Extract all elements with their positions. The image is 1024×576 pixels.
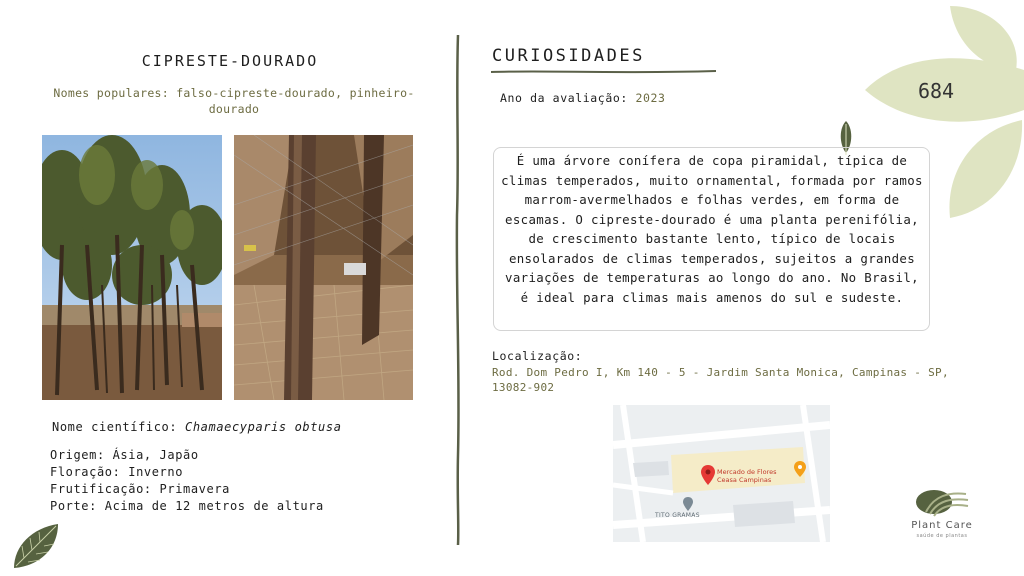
logo-name: Plant Care xyxy=(911,520,973,531)
plant-photo-trunk xyxy=(234,135,413,400)
map-pin-icon[interactable] xyxy=(701,465,715,485)
evaluation-year-label: Ano da avaliação: xyxy=(500,91,628,105)
page-number-badge: 684 xyxy=(917,79,955,103)
location-address: Rod. Dom Pedro I, Km 140 - 5 - Jardim Santa Monica, Campinas - SP, 13082-902 xyxy=(492,366,949,394)
fact-size: Porte: Acima de 12 metros de altura xyxy=(50,499,324,513)
column-divider xyxy=(452,35,464,545)
logo-tagline: saúde de plantas xyxy=(916,533,968,539)
scientific-name: Chamaecyparis obtusa xyxy=(185,420,342,434)
leaf-bottom-icon xyxy=(949,120,1022,218)
fact-fruiting: Frutificação: Primavera xyxy=(50,482,230,496)
leaf-bottom-left-icon xyxy=(10,522,62,570)
description-text: É uma árvore conífera de copa piramidal, típica de climas temperados, muito ornamental, formada por ramos marrom-avermelhados e folhas verdes, em forma de escamas. O cipreste-dourado é uma planta perenifólia, de crescimento bastante lento, típico de locais ensolarados de climas temperados, sujeitos a grandes variações de temperaturas ao longo do ano. No Brasil, é ideal para climas mais amenos do sul e sudeste. xyxy=(501,153,923,305)
evaluation-year-value: 2023 xyxy=(635,91,666,105)
fact-flowering: Floração: Inverno xyxy=(50,465,184,479)
scientific-name-label: Nome científico: xyxy=(52,420,178,434)
title-underline xyxy=(491,68,716,76)
map-place-line1: Mercado de Flores xyxy=(717,468,777,476)
plant-name-title: CIPRESTE-DOURADO xyxy=(141,52,319,70)
poi-pin-icon[interactable] xyxy=(794,461,806,477)
map-place-line2: Ceasa Campinas xyxy=(717,476,772,484)
plant-photo-trees xyxy=(42,135,222,400)
location-map[interactable] xyxy=(613,405,830,542)
evaluation-year xyxy=(500,91,666,105)
curiosities-title: CURIOSIDADES xyxy=(492,46,645,66)
fact-origin: Origem: Ásia, Japão xyxy=(50,448,199,462)
street-pin-icon xyxy=(683,497,693,511)
scientific-name-row xyxy=(52,420,342,434)
map-street-label: TITO GRAMAS xyxy=(655,512,700,519)
plant-care-logo xyxy=(914,486,970,520)
location-label: Localização: xyxy=(492,349,583,363)
popular-names: Nomes populares: falso-cipreste-dourado, pinheiro-dourado xyxy=(53,86,415,116)
